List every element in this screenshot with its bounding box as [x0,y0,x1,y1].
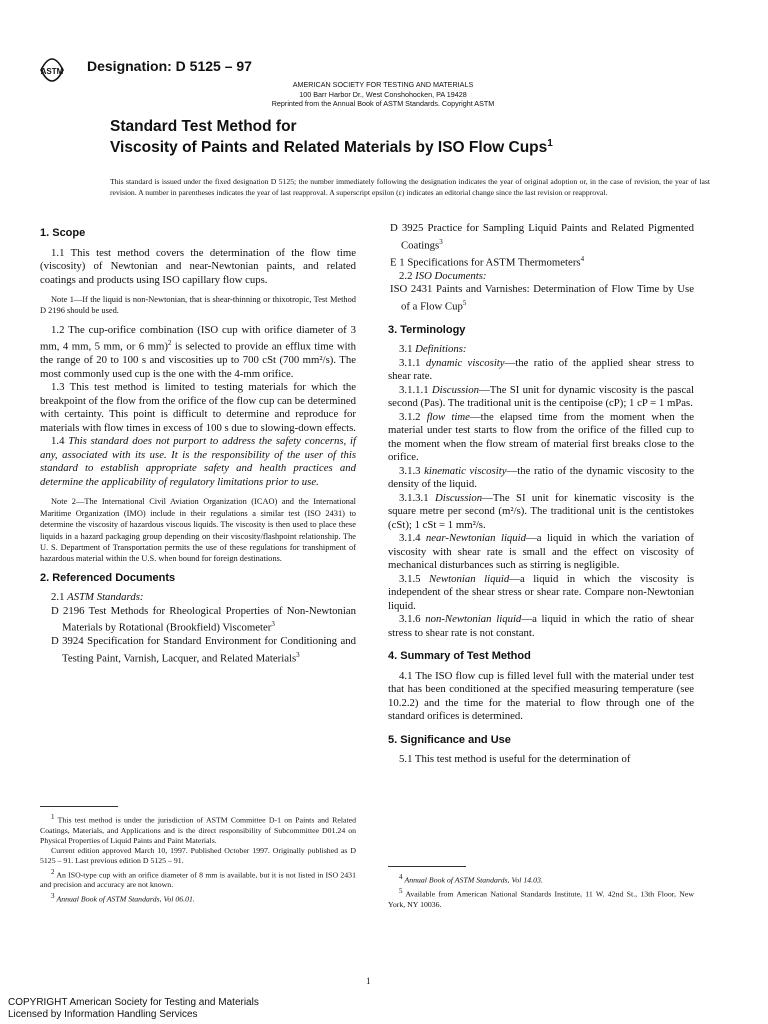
num: 3.1.4 [399,532,426,545]
para-3-1-num: 3.1 [399,343,416,356]
def: —the ratio of the dynamic viscosity to the density of the liquid. [388,464,694,491]
footnote-3: $^3$ Annual Book of ASTM Standards, Vol 06.01. [51,891,195,904]
footnote-2: $^2$ An ISO-type cup with an orifice diameter of 8 mm is available, but it is not listed in ISO 2431 and precision and accuracy are not known. [40,867,356,890]
footnote-4-text: Annual Book of ASTM Standards, Vol 14.03. [404,875,543,885]
ref-iso-2431-text: ISO 2431 Paints and Varnishes: Determination of Flow Time by Use of a Flow Cup [390,283,694,313]
footnote-4: $^4$ Annual Book of ASTM Standards, Vol 14.03. [399,873,543,885]
def: —the ratio of the applied shear stress to shear rate. [388,356,694,383]
footnote-ref-4: 4 [580,254,585,263]
def: —a liquid in which the variation of viscosity with shear rate is small and the effect on viscosity of mechanical disturbances such as stirring is negligible. [388,532,694,572]
num: 3.1.5 [399,572,430,585]
note-2: Note 2—The International Civil Aviation Organization (ICAO) and the International Maritime Organization (IMO) include in their regulations a similar test (ISO 2431) to determine the viscosity of hazardous viscous liquids. The viscosity is then used to place these liquids in a hazard packaging group depending on their viscosity/flashpoint relationship. The U. S. Department of Transportation permits the use of these regulations for transhipment of hazardous material within the U.S. when bound for foreign destinations. [40,497,356,564]
para-2-1-text: ASTM Standards: [67,591,144,604]
ref-iso-2431 [390,283,694,314]
svg-text:ASTM: ASTM [40,67,64,76]
title-line-2 [110,138,553,157]
footnote-3-text: Annual Book of ASTM Standards, Vol 06.01. [56,894,195,904]
term: Discussion [434,491,483,504]
para-3-1-1-1 [388,384,694,411]
para-3-1-text: Definitions: [415,343,467,356]
num: 3.1.6 [399,613,426,626]
para-1-4 [40,435,356,489]
reprint-notice: Reprinted from the Annual Book of ASTM Standards. Copyright ASTM [271,99,495,108]
designation: Designation: D 5125 – 97 [87,58,252,74]
def: —the elapsed time from the moment when the material under test starts to flow from the orifice of the filled cup to the moment when the flow stream of material first breaks close to the orifice. [388,410,695,464]
ref-d3925 [390,222,694,253]
footnote-ref-5: 5 [462,298,467,307]
footnote-rule-right [388,866,466,867]
ref-d2196-text: D 2196 Test Methods for Rheological Properties of Non-Newtonian Materials by Rotational (Brookfield) Viscometer [51,604,356,634]
para-1-2 [40,324,356,382]
license-line: Licensed by Information Handling Services [8,1009,198,1020]
society-name: AMERICAN SOCIETY FOR TESTING AND MATERIALS [292,80,474,89]
section-3-heading: 3. Terminology [388,323,466,336]
right-column [388,222,694,767]
para-1-1: 1.1 This test method covers the determination of the flow time (viscosity) of Newtonian and near-Newtonian paints, and related coatings and products using ISO capillary flow cups. [40,246,356,286]
astm-logo [38,50,66,90]
section-2-heading: 2. Referenced Documents [40,571,176,584]
def: —The SI unit for dynamic viscosity is the pascal second (Pas). The traditional unit is the centipoise (cP); 1 cP = 1 mPas. [388,383,695,410]
left-column [40,222,356,666]
para-3-1-4 [388,532,694,573]
para-2-1-num: 2.1 [51,591,68,604]
para-1-4-num: 1.4 [51,435,69,448]
def: —a liquid in which the viscosity is independent of the shear stress or shear rate. Compare non-Newtonian liquid. [388,572,695,612]
term: flow time [426,410,470,423]
term: non-Newtonian liquid [425,613,522,626]
para-2-1 [40,591,356,605]
para-3-1-2 [388,411,694,465]
para-3-1-3-1 [388,492,694,533]
num: 3.1.1.1 [399,383,432,396]
footnote-rule-left [40,806,118,807]
title-line-1: Standard Test Method for [110,118,297,135]
ref-e1-text: E 1 Specifications for ASTM Thermometers [390,256,581,269]
copyright-block [8,997,259,1021]
footnote-ref-2: 2 [167,339,172,348]
footnotes-left [40,812,356,904]
footnotes-right [388,872,694,910]
para-3-1-1 [388,357,694,384]
title-text: Viscosity of Paints and Related Materials by ISO Flow Cups [110,139,548,157]
issue-statement: This standard is issued under the fixed designation D 5125; the number immediately following the designation indicates the year of original adoption or, in the case of revision, the year of last revision. A number in parentheses indicates the year of last reapproval. A superscript epsilon (ε) indicates an editorial change since the last revision or reapproval. [110,177,710,198]
para-3-1-5 [388,573,694,614]
section-1-heading: 1. Scope [40,227,86,239]
footnote-ref-3c: 3 [439,237,443,246]
note-1: Note 1—If the liquid is non-Newtonian, that is shear-thinning or thixotropic, Test Method D 2196 should be used. [40,295,356,316]
footnote-ref-3b: 3 [296,650,300,659]
para-1-2-b: is selected to provide an efflux time with the range of 20 to 100 s and viscosities up to 700 cSt (700 mm²/s). The most commonly used cup is the one with the 4-mm orifice. [40,340,356,380]
footnote-2-text: An ISO-type cup with an orifice diameter of 8 mm is available, but it is not listed in ISO 2431 and precision and accuracy are not known. [40,870,356,890]
ref-d3925-text: D 3925 Practice for Sampling Liquid Paints and Related Pigmented Coatings [390,222,694,252]
def: —The SI unit for kinematic viscosity is the square metre per second (m²/s). The traditional unit is the centistokes (cSt); 1 cSt = 1 mm²/s. [388,491,694,531]
ref-e1 [390,253,694,270]
para-2-2 [388,270,694,284]
society-address: 100 Barr Harbor Dr., West Conshohocken, PA 19428 [299,89,467,99]
num: 3.1.3.1 [399,491,435,504]
para-1-3: 1.3 This test method is limited to testing materials for which the breakpoint of the flow from the orifice of the flow cup can be determined with certainty. This point is difficult to determine and reproduce for materials with flow times in excess of 100 s due to slowing-down effects. [40,381,356,434]
term: Newtonian liquid [429,572,510,585]
ref-d3924-text: D 3924 Specification for Standard Environment for Conditioning and Testing Paint, Varnish, Lacquer, and Related Materials [51,635,356,665]
def: —a liquid in which the ratio of shear stress to shear rate is not constant. [388,613,695,639]
copyright-line: COPYRIGHT American Society for Testing and Materials [8,997,259,1008]
para-3-1-6 [388,613,694,640]
footnote-1b: Current edition approved March 10, 1997. Published October 1997. Originally published as D 5125 – 91. Last previous edition D 5125 – 91. [40,846,356,866]
page-number: 1 [366,976,371,986]
term: near-Newtonian liquid [425,532,527,545]
para-5-1: 5.1 This test method is useful for the determination of [399,753,631,766]
footnote-1: $^1$ This test method is under the jurisdiction of ASTM Committee D-1 on Paints and Related Coatings, Materials, and Applications and is the direct responsibility of Subcommittee D01.24 on Physical Properties of Liquid Paints and Paint Materials. [40,813,356,845]
footnote-5-text: Available from American National Standards Institute, 11 W. 42nd St., 13th Floor, New York, NY 10036. [388,889,694,909]
footnote-1-text: This test method is under the jurisdiction of ASTM Committee D-1 on Paints and Related Coatings, Materials, and Applications and is the direct responsibility of Subcommittee D01.24 on Physical Properties of Liquid Paints and Paint Materials. [40,815,356,845]
term: dynamic viscosity [425,356,505,369]
title-footnote-mark: 1 [547,138,553,149]
ref-d2196 [51,605,356,636]
num: 3.1.3 [399,464,425,477]
term: kinematic viscosity [424,464,507,477]
para-3-1-3 [388,465,694,492]
section-4-heading: 4. Summary of Test Method [388,650,531,663]
para-2-2-text: ISO Documents: [415,269,487,282]
ref-d3924 [51,635,356,666]
para-1-4-text: This standard does not purport to address the safety concerns, if any, associated with its use. It is the responsibility of the user of this standard to establish appropriate safety and health practices and determine the applicability of regulatory limitations prior to use. [40,435,357,488]
para-2-2-num: 2.2 [399,269,416,282]
para-4-1: 4.1 The ISO flow cup is filled level full with the material under test that has been conditioned at the specified measuring temperature (see 10.2.2) and the time for the material to flow through one of the standard orifices is determined. [388,669,694,723]
term: Discussion [431,383,480,396]
footnote-5: $^5$ Available from American National Standards Institute, 11 W. 42nd St., 13th Floor, New York, NY 10036. [388,886,694,909]
num: 3.1.2 [399,410,427,423]
num: 3.1.1 [399,356,426,369]
para-1-2-a: 1.2 The cup-orifice combination (ISO cup with orifice diameter of 3 mm, 4 mm, 5 mm, or 6 mm) [40,323,356,353]
para-3-1 [388,343,694,357]
society-block [200,80,566,109]
footnote-ref-3: 3 [271,620,275,629]
section-5-heading: 5. Significance and Use [388,733,511,746]
